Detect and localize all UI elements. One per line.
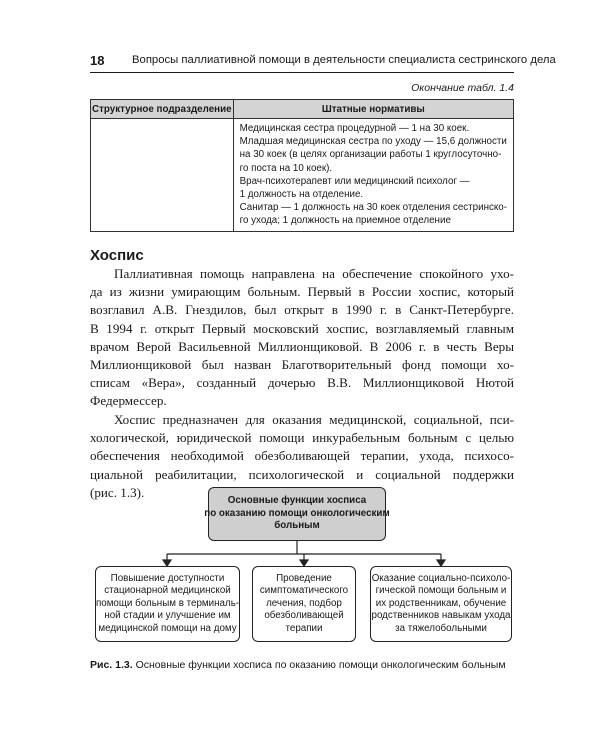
diagram-child-line: обезболивающей <box>264 610 344 622</box>
diagram-child-line: их родственникам, обучение <box>375 597 507 609</box>
paragraph-line: Федермессер. <box>90 393 167 409</box>
diagram-child-line: Проведение <box>276 572 332 584</box>
diagram-child-line: медицинской помощи на дому <box>98 622 237 634</box>
table-cell-unit <box>91 119 234 232</box>
norms-line: го ухода; 1 должность на приемное отделение <box>239 215 451 227</box>
diagram-main-box <box>204 487 390 541</box>
table-cell-norms <box>233 119 513 232</box>
paragraph-line: да из жизни умирающим больным. Первый в России хоспис, который <box>90 284 514 300</box>
table-header-row <box>91 100 514 119</box>
diagram-main-text <box>204 495 389 533</box>
page-header <box>90 52 556 73</box>
diagram-child-text <box>96 573 239 636</box>
column-header-unit: Структурное подразделение <box>91 100 234 119</box>
diagram-child-line: родственников навыкам ухода <box>371 610 511 622</box>
page-number: 18 <box>90 53 105 68</box>
column-header-norms: Штатные нормативы <box>233 100 513 119</box>
norms-line: Санитар — 1 должность на 30 коек отделения сестринско- <box>239 202 507 214</box>
figure-label: Рис. 1.3. <box>90 659 133 671</box>
diagram-child-line: Оказание социально-психоло- <box>371 572 511 584</box>
norms-line: Врач-психотерапевт или медицинский психолог — <box>239 175 470 187</box>
norms-line: на 30 коек (в целях организации работы 1 круглосуточно- <box>239 149 502 161</box>
diagram-child-text <box>372 573 511 636</box>
diagram-child-line: Повышение доступности <box>110 572 225 584</box>
running-title: Вопросы паллиативной помощи в деятельности специалиста сестринского дела <box>132 54 556 66</box>
table-caption: Окончание табл. 1.4 <box>411 82 514 94</box>
paragraph-line: врачом Верой Васильевной Миллионщиковой. В 2006 г. в честь Веры <box>90 338 514 354</box>
norms-line: Медицинская сестра процедурной — 1 на 30 коек. <box>239 123 470 134</box>
figure-caption-text: Основные функции хосписа по оказанию помощи онкологическим больным <box>132 659 506 671</box>
norms-line: го поста на 10 коек). <box>239 162 333 174</box>
norms-line: Младшая медицинская сестра по уходу — 15,6 должности <box>239 136 507 148</box>
diagram-main-line: по оказанию помощи онкологическим <box>204 507 390 519</box>
diagram-main-line: Основные функции хосписа <box>227 495 367 507</box>
diagram-child-line: симптоматического <box>259 585 349 597</box>
diagram-child-line: лечения, подбор <box>266 597 342 609</box>
paragraph-line: В 1994 г. открыт Первый московский хоспис, возглавляемый главным <box>90 320 514 336</box>
paragraph-line: хологической, юридической помощи инкурабельным больным с целью <box>90 430 514 446</box>
paragraph-line: списам «Вера», созданный дочерью В.В. Миллионщиковой Нютой <box>90 375 514 391</box>
paragraph-line: (рис. 1.3). <box>90 484 145 500</box>
paragraph-hospice-history <box>90 265 514 411</box>
paragraph-line: обеспечения необходимой обезболивающей терапии, ухода, психосо- <box>90 448 514 464</box>
diagram-child-line: за тяжелобольными <box>395 622 487 634</box>
norms-text <box>234 119 513 228</box>
table-row <box>91 119 514 232</box>
paragraph-line: возглавил А.В. Гнездилов, был открыт в 1990 г. в Санкт-Петербурге. <box>90 302 514 318</box>
diagram-child-line: терапии <box>285 622 323 634</box>
diagram-child-line: помощи больным в терминаль- <box>95 597 240 609</box>
section-title: Хоспис <box>90 247 144 264</box>
norms-line: 1 должность на отделение. <box>239 189 364 201</box>
diagram-child-text <box>260 573 348 636</box>
diagram-child-line: ной стадии и улучшение им <box>104 610 231 622</box>
paragraph-line: Паллиативная помощь направлена на обеспечение спокойного ухо- <box>114 266 514 281</box>
diagram-child-box-symptomatic <box>252 566 356 642</box>
diagram-child-box-access <box>95 566 240 642</box>
diagram-child-line: стационарной медицинской <box>104 585 231 597</box>
diagram-child-line: гической помощи больным и <box>375 585 507 597</box>
diagram-main-line: больным <box>274 520 320 532</box>
paragraph-line: Хоспис предназначен для оказания медицинской, социальной, пси- <box>114 412 514 427</box>
paragraph-line: циальной реабилитации, психологической и социальной поддержки <box>90 466 514 482</box>
hospice-functions-diagram <box>90 484 514 654</box>
paragraph-line: Миллионщиковой был назван Благотворительный фонд помощи хо- <box>90 356 514 372</box>
diagram-child-box-social <box>370 566 512 642</box>
staffing-table <box>90 99 514 232</box>
figure-caption <box>90 659 506 671</box>
